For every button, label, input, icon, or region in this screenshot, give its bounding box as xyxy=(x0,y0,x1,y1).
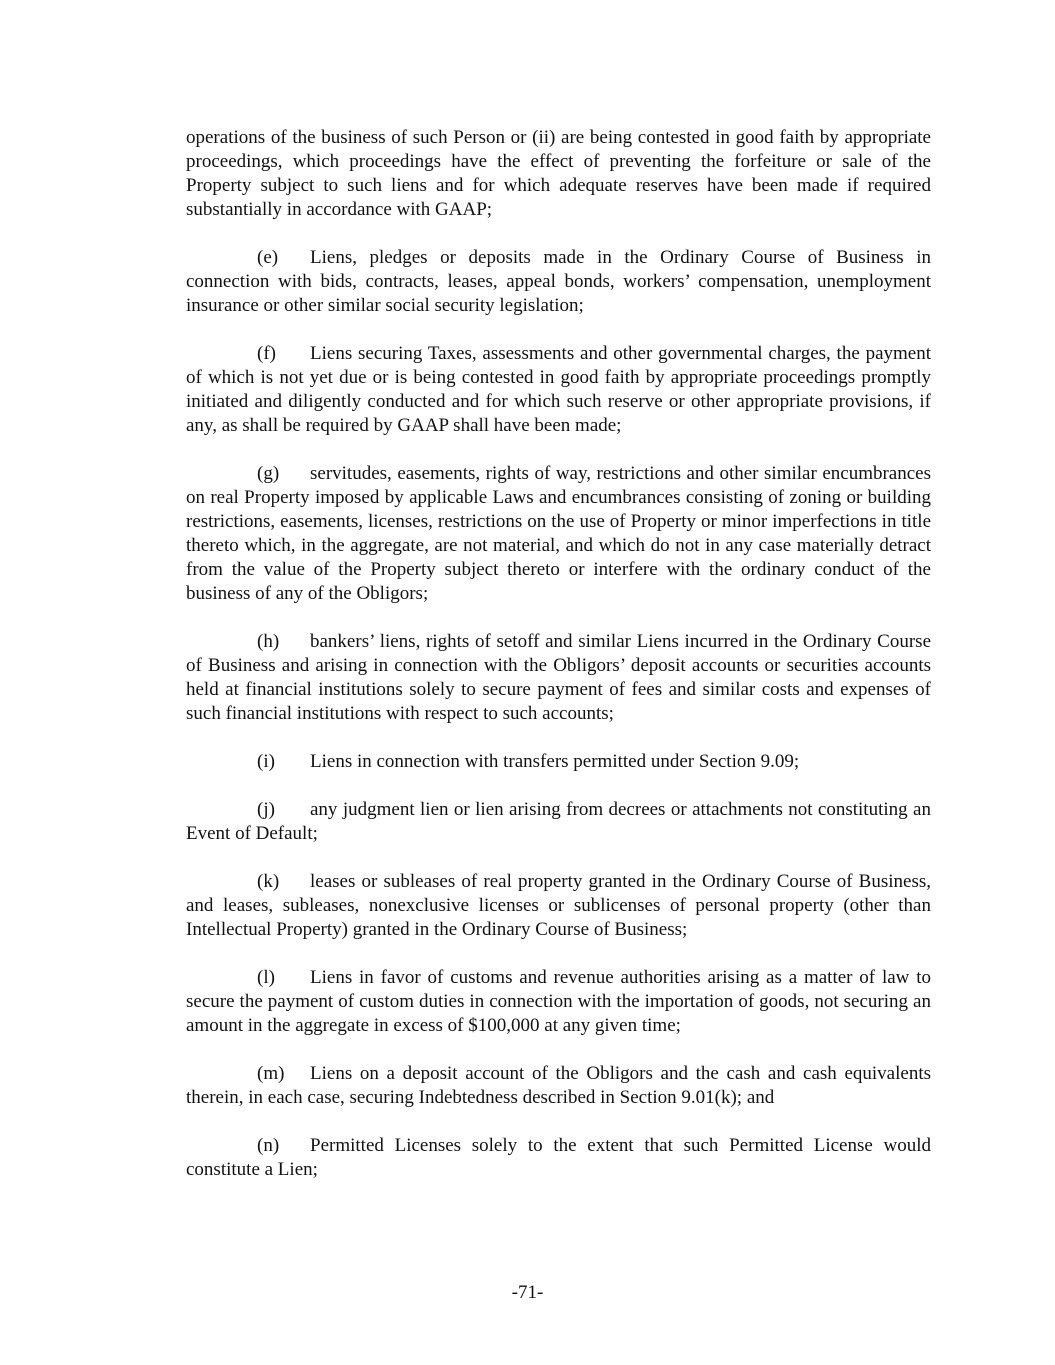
list-item-k xyxy=(186,870,931,942)
item-marker: (h) xyxy=(257,631,280,652)
list-item-f xyxy=(186,342,931,438)
item-text: Liens on a deposit account of the Obligors and the cash and cash equivalents therein, in each case, securing Indebtedness described in Section 9.01(k); and xyxy=(186,1063,931,1108)
item-text: Liens, pledges or deposits made in the Ordinary Course of Business in connection with bids, contracts, leases, appeal bonds, workers’ compensation, unemployment insurance or other similar social security legislation; xyxy=(186,247,931,316)
list-item-m xyxy=(186,1062,931,1110)
list-item-n xyxy=(186,1134,931,1182)
item-text: Liens in connection with transfers permitted under Section 9.09; xyxy=(310,751,800,772)
item-marker: (e) xyxy=(257,247,279,268)
item-text: Liens in favor of customs and revenue authorities arising as a matter of law to secure the payment of custom duties in connection with the importation of goods, not securing an amount in the aggregate in excess of $100,000 at any given time; xyxy=(186,967,931,1036)
continuation-paragraph: operations of the business of such Person or (ii) are being contested in good faith by appropriate proceedings, which proceedings have the effect of preventing the forfeiture or sale of the Property subject to such liens and for which adequate reserves have been made if required substantially in accordance with GAAP; xyxy=(186,127,931,220)
list-item-g xyxy=(186,462,931,606)
item-text: bankers’ liens, rights of setoff and similar Liens incurred in the Ordinary Course of Business and arising in connection with the Obligors’ deposit accounts or securities accounts held at financial institutions solely to secure payment of fees and similar costs and expenses of such financial institutions with respect to such accounts; xyxy=(186,631,931,724)
list-item-e xyxy=(186,246,931,318)
item-marker: (n) xyxy=(257,1135,280,1156)
item-text: Liens securing Taxes, assessments and other governmental charges, the payment of which is not yet due or is being contested in good faith by appropriate proceedings promptly initiated and diligently conducted and for which such reserve or other appropriate provisions, if any, as shall be required by GAAP shall have been made; xyxy=(186,343,931,436)
document-body xyxy=(186,126,931,1206)
item-text: Permitted Licenses solely to the extent that such Permitted License would constitute a Lien; xyxy=(186,1135,931,1180)
item-text: leases or subleases of real property granted in the Ordinary Course of Business, and leases, subleases, nonexclusive licenses or sublicenses of personal property (other than Intellectual Property) granted in the Ordinary Course of Business; xyxy=(186,871,931,940)
list-item-i xyxy=(186,750,931,774)
item-marker: (k) xyxy=(257,871,280,892)
item-marker: (g) xyxy=(257,463,280,484)
item-marker: (f) xyxy=(257,343,276,364)
list-item-l xyxy=(186,966,931,1038)
item-marker: (m) xyxy=(257,1063,285,1084)
item-text: any judgment lien or lien arising from decrees or attachments not constituting an Event of Default; xyxy=(186,799,931,844)
page-number: -71- xyxy=(511,1282,544,1303)
item-text: servitudes, easements, rights of way, restrictions and other similar encumbrances on real Property imposed by applicable Laws and encumbrances consisting of zoning or building restrictions, easements, licenses, restrictions on the use of Property or minor imperfections in title thereto which, in the aggregate, are not material, and which do not in any case materially detract from the value of the Property subject thereto or interfere with the ordinary conduct of the business of any of the Obligors; xyxy=(186,463,931,604)
list-item-h xyxy=(186,630,931,726)
item-marker: (j) xyxy=(257,799,275,820)
item-marker: (l) xyxy=(257,967,275,988)
item-marker: (i) xyxy=(257,751,275,772)
list-item-j xyxy=(186,798,931,846)
